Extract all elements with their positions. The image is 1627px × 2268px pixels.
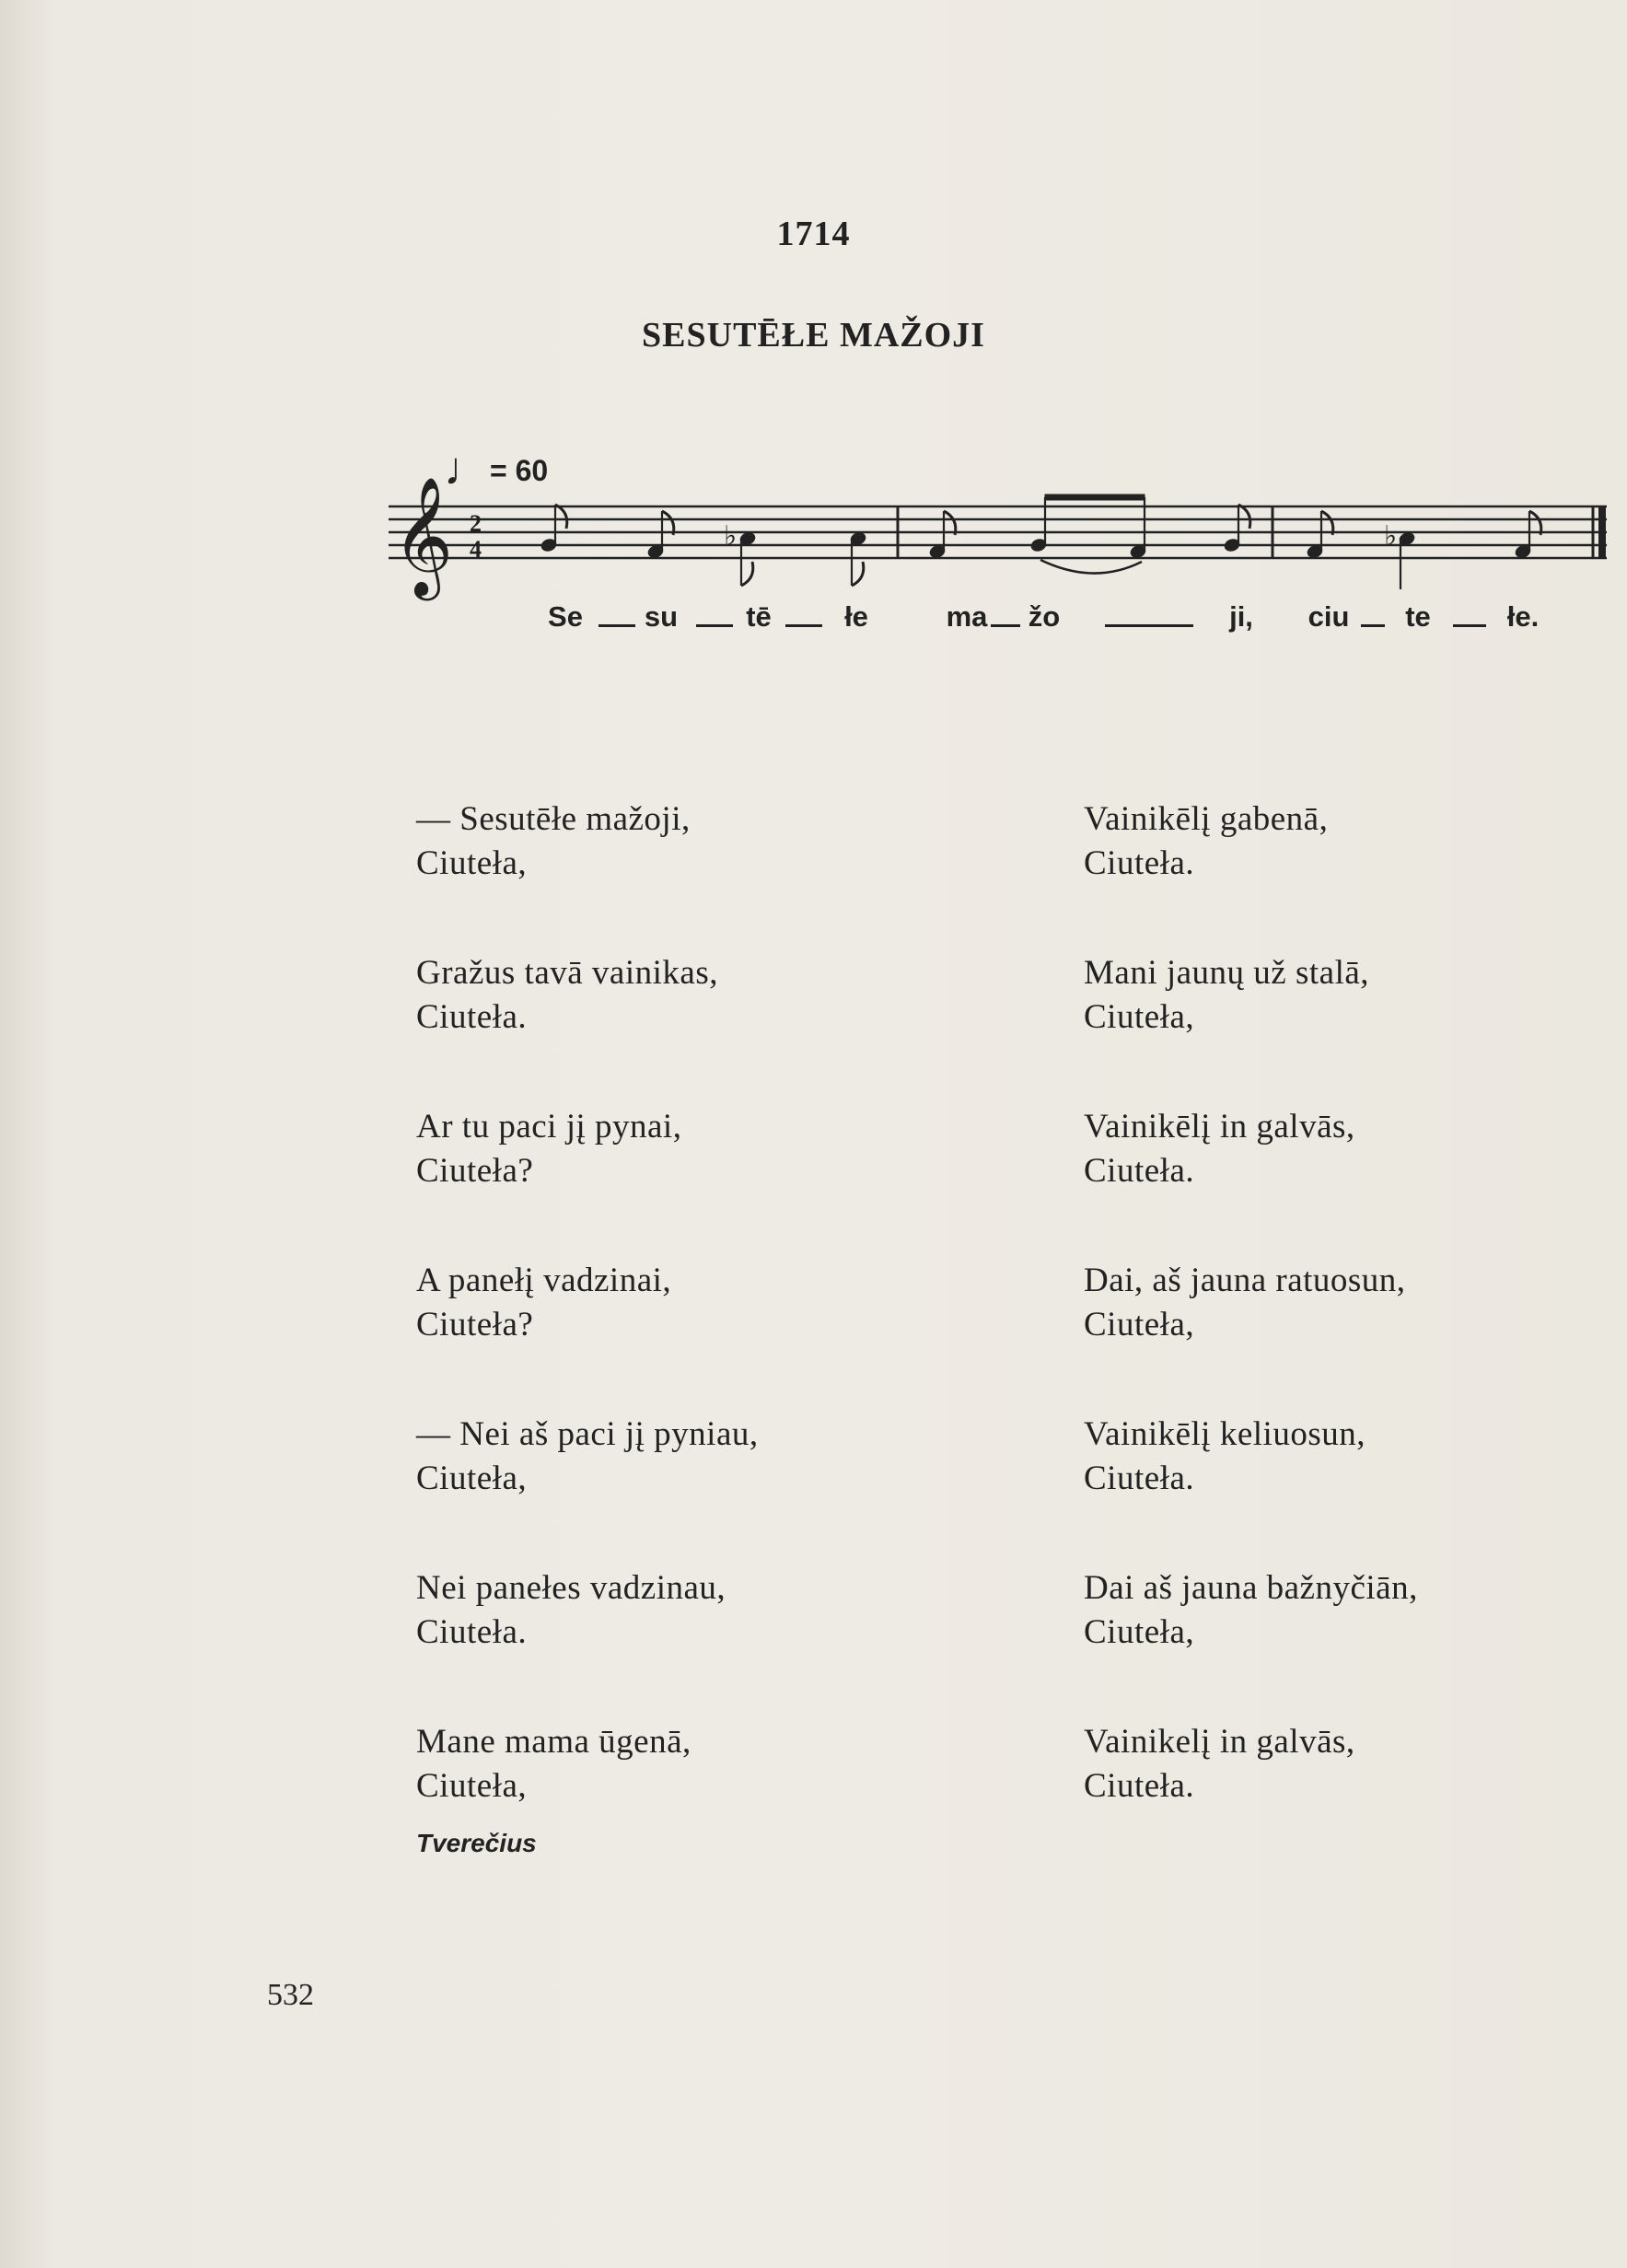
verse-refrain: Ciuteła, (416, 1767, 528, 1805)
lyric-syllable: ji, (1229, 600, 1253, 633)
verse-line: Vainikēlį gabenā, (1084, 800, 1329, 838)
verse-refrain: Ciuteła, (416, 844, 528, 882)
verse-stanza (1084, 797, 1328, 886)
song-number: 1714 (776, 215, 851, 253)
time-signature-bottom: 4 (470, 536, 482, 563)
verse-line: Gražus tavā vainikas, (416, 954, 718, 992)
quarter-note-icon: ♩ (444, 443, 490, 494)
verse-stanza (1084, 1566, 1418, 1655)
verse-refrain: Ciuteła, (1084, 1613, 1195, 1651)
notes (540, 494, 1540, 589)
lyric-extender (1105, 624, 1193, 627)
verse-refrain: Ciuteła. (1084, 1152, 1195, 1190)
verse-stanza (416, 1566, 726, 1655)
verse-stanza (416, 1720, 691, 1809)
staff-lines (389, 506, 1607, 558)
verse-refrain: Ciuteła? (416, 1152, 534, 1190)
verse-refrain: Ciuteła. (1084, 844, 1195, 882)
verse-stanza (1084, 1413, 1366, 1501)
verse-stanza (1084, 1105, 1355, 1193)
lyric-syllable: žo (1028, 600, 1061, 633)
time-signature-top: 2 (470, 510, 482, 537)
song-title: SESUTĒŁE MAŽOJI (642, 316, 985, 355)
lyric-syllable: su (644, 600, 679, 633)
verse-stanza (416, 1105, 681, 1193)
verse-refrain: Ciuteła. (1084, 1767, 1195, 1805)
verse-line: Ar tu paci jį pynai, (416, 1108, 682, 1146)
music-staff (0, 0, 1627, 663)
verse-line: A panełį vadzinai, (416, 1262, 672, 1299)
verse-refrain: Ciuteła, (1084, 998, 1195, 1036)
lyric-syllable: ciu (1307, 600, 1350, 633)
lyric-hyphen (991, 624, 1020, 627)
tempo-value: = 60 (490, 454, 549, 487)
verse-line: — Nei aš paci jį pyniau, (416, 1415, 759, 1453)
verse-refrain: Ciuteła, (416, 1460, 528, 1497)
verse-refrain: Ciuteła. (416, 1613, 528, 1651)
verse-line: Mane mama ūgenā, (416, 1723, 691, 1761)
flat-icon: ♭ (1384, 520, 1398, 552)
verse-refrain: Ciuteła. (1084, 1460, 1195, 1497)
verse-refrain: Ciuteła? (416, 1306, 534, 1343)
verse-stanza (416, 1259, 671, 1347)
lyric-syllable: te (1405, 600, 1431, 633)
verse-line: Dai aš jauna bažnyčiān, (1084, 1569, 1418, 1607)
verse-stanza (1084, 1720, 1355, 1809)
verse-line: — Sesutēłe mažoji, (416, 800, 691, 838)
verse-refrain: Ciuteła, (1084, 1306, 1195, 1343)
quarter-note-flat (1384, 520, 1416, 589)
verse-line: Dai, aš jauna ratuosun, (1084, 1262, 1406, 1299)
slur (1040, 560, 1142, 574)
lyric-hyphen (599, 624, 635, 627)
verse-line: Vainikēlį keliuosun, (1084, 1415, 1366, 1453)
lyric-hyphen (1453, 624, 1486, 627)
verse-line: Mani jaunų už stalā, (1084, 954, 1370, 992)
eighth-note-flat (724, 520, 757, 586)
verse-line: Nei panełes vadzinau, (416, 1569, 726, 1607)
lyric-hyphen (785, 624, 822, 627)
lyric-syllable: tē (746, 600, 772, 633)
flat-icon: ♭ (724, 520, 738, 552)
lyric-hyphen (696, 624, 733, 627)
verse-stanza (416, 797, 691, 886)
source-location: Tverečius (416, 1829, 537, 1857)
lyric-hyphen (1361, 624, 1385, 627)
lyric-syllable: Se (548, 600, 583, 633)
treble-clef-icon: 𝄞 (392, 476, 454, 596)
verse-stanza (416, 951, 718, 1040)
verse-stanza (1084, 1259, 1406, 1347)
verse-refrain: Ciuteła. (416, 998, 528, 1036)
lyric-syllable: ma (946, 600, 988, 633)
lyric-syllable: łe (844, 600, 868, 633)
verse-stanza (1084, 951, 1369, 1040)
page-number: 532 (267, 1978, 314, 2012)
lyric-syllable: łe. (1506, 600, 1540, 633)
verse-line: Vainikelį in galvās, (1084, 1723, 1355, 1761)
verse-line: Vainikēlį in galvās, (1084, 1108, 1355, 1146)
verse-stanza (416, 1413, 759, 1501)
